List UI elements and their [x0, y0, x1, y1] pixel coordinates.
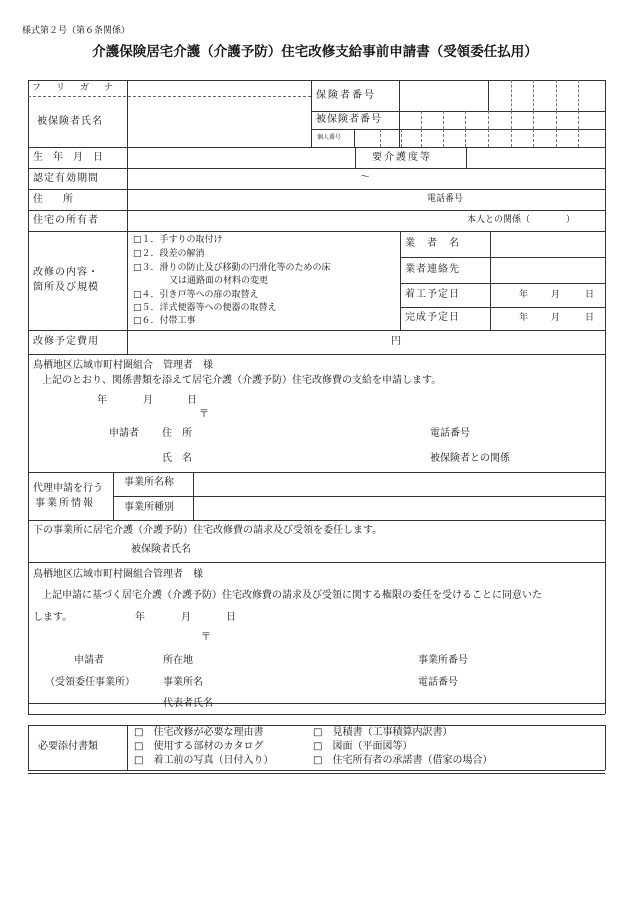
owner-relation-label: 本人との関係（ ）: [467, 215, 576, 225]
phone-label: 電話番号: [427, 194, 464, 204]
attachments-label: 必要添付書類: [38, 741, 98, 752]
proxy-office-name-label: 事業所名称: [124, 477, 174, 488]
consent-applicant-label: 申請者: [74, 655, 104, 666]
start-year: 年: [519, 290, 529, 300]
cost-unit: 円: [391, 336, 401, 347]
birth-date-label: 生 年 月 日: [33, 152, 103, 163]
consent-statement-line2: します。: [33, 612, 73, 623]
consent-postal-mark: 〒: [201, 632, 211, 643]
insured-number-label: 被保険者番号: [316, 114, 382, 125]
care-level-label: 要介護度等: [372, 152, 432, 163]
renovation-item[interactable]: □１．手すりの取付け: [133, 235, 223, 245]
renovation-item[interactable]: □５．洋式便器等への便器の取替え: [133, 303, 277, 313]
proxy-label-line2: 事業所情報: [35, 498, 95, 509]
address-label: 住 所: [33, 194, 73, 205]
consent-representative-label: 代表者氏名: [163, 698, 213, 709]
renovation-item[interactable]: □３．滑りの防止及び移動の円滑化等のための床: [133, 263, 331, 273]
cert-period-label: 認定有効期間: [33, 173, 99, 184]
application-day: 日: [187, 395, 197, 406]
consent-location-label: 所在地: [163, 655, 193, 666]
application-statement: 上記のとおり、関係書類を添えて居宅介護（介護予防）住宅改修費の支給を申請します。: [42, 375, 442, 386]
consent-office-name-label: 事業所名: [163, 677, 203, 688]
end-day: 日: [585, 313, 595, 323]
consent-year: 年: [135, 612, 145, 623]
cost-label: 改修予定費用: [33, 336, 99, 347]
contractor-label: 業 者 名: [405, 238, 460, 249]
consent-day: 日: [226, 612, 236, 623]
consent-office-number-label: 事業所番号: [418, 655, 468, 666]
renovation-item[interactable]: □２．段差の解消: [133, 249, 205, 259]
personal-number-label: 個人番号: [317, 134, 342, 141]
start-date-label: 着工予定日: [405, 289, 460, 300]
proxy-label-line1: 代理申請を行う: [33, 483, 103, 494]
attachment-item[interactable]: □ 見積書（工事積算内訳書）: [313, 727, 453, 738]
period-tilde: 〜: [360, 172, 370, 183]
renovation-label-line1: 改修の内容・: [33, 267, 99, 278]
furigana-label: フ リ ガ ナ: [32, 83, 117, 93]
attachment-item[interactable]: □ 着工前の写真（日付入り）: [134, 755, 274, 766]
postal-mark: 〒: [199, 409, 209, 420]
renovation-item[interactable]: □６．付帯工事: [133, 316, 196, 326]
insurer-number-label: 保険者番号: [316, 90, 376, 101]
end-month: 月: [551, 313, 561, 323]
page-title: 介護保険居宅介護（介護予防）住宅改修支給事前申請書（受領委任払用）: [92, 44, 538, 60]
attachment-item[interactable]: □ 住宅改修が必要な理由書: [134, 727, 264, 738]
renovation-item[interactable]: □４．引き戸等への扉の取替え: [133, 290, 259, 300]
application-month: 月: [143, 395, 153, 406]
form-number: 様式第２号（第６条関係）: [22, 26, 131, 36]
application-year: 年: [97, 395, 107, 406]
delegation-statement: 下の事業所に居宅介護（介護予防）住宅改修費の請求及び受領を委任します。: [33, 525, 383, 536]
attachment-item[interactable]: □ 図面（平面図等）: [313, 741, 413, 752]
owner-label: 住宅の所有者: [33, 215, 99, 226]
proxy-office-type-label: 事業所種別: [124, 502, 174, 513]
consent-statement-line1: 上記申請に基づく居宅介護（介護予防）住宅改修費の請求及び受領に関する権限の委任を受けることに同意いた: [42, 590, 542, 601]
consent-month: 月: [181, 612, 191, 623]
start-day: 日: [585, 290, 595, 300]
consent-phone-label: 電話番号: [418, 677, 458, 688]
applicant-label: 申請者: [109, 428, 139, 439]
renovation-label-line2: 箇所及び規模: [33, 282, 99, 293]
insured-name-label: 被保険者氏名: [37, 116, 103, 127]
end-year: 年: [519, 313, 529, 323]
consent-addressee: 鳥栖地区広域市町村圏組合管理者 様: [33, 569, 203, 580]
applicant-phone-label: 電話番号: [430, 428, 470, 439]
application-addressee: 鳥栖地区広域市町村圏組合 管理者 様: [33, 360, 213, 371]
contractor-contact-label: 業者連絡先: [405, 264, 460, 275]
applicant-relation-label: 被保険者との関係: [430, 453, 510, 464]
applicant-name-label: 氏 名: [162, 453, 192, 464]
end-date-label: 完成予定日: [405, 312, 460, 323]
attachment-item[interactable]: □ 住宅所有者の承諾書（借家の場合）: [313, 755, 493, 766]
applicant-address-label: 住 所: [162, 428, 192, 439]
attachment-item[interactable]: □ 使用する部材のカタログ: [134, 741, 264, 752]
consent-delegated-label: （受領委任事業所）: [45, 677, 135, 688]
renovation-item-continued: 又は通路面の材料の変更: [169, 276, 269, 286]
delegation-insured-name-label: 被保険者氏名: [131, 544, 191, 555]
start-month: 月: [551, 290, 561, 300]
